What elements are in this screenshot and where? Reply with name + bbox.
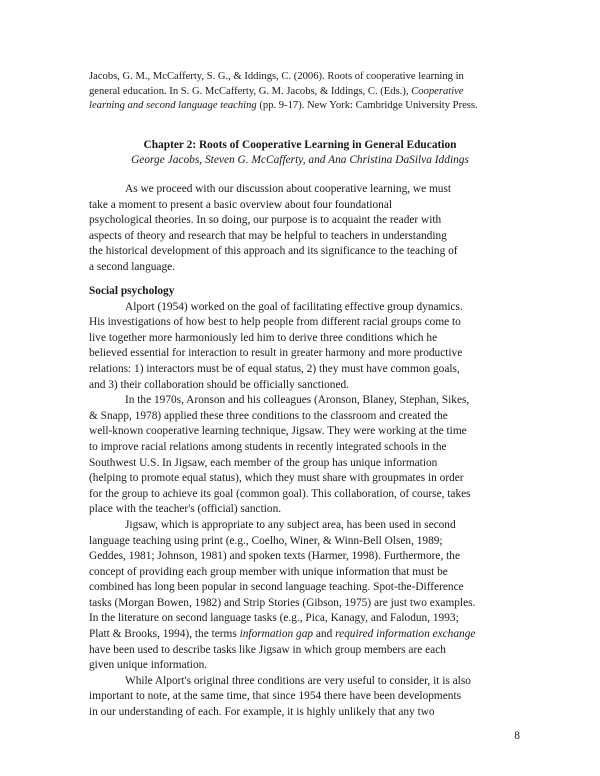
paragraph-line: language teaching using print (e.g., Coelho, Winer, & Winn-Bell Olsen, 1989;	[89, 534, 443, 547]
citation-line	[89, 99, 519, 114]
citation-text: (pp. 9-17). New York: Cambridge University Press.	[256, 100, 478, 112]
paragraph-line: Geddes, 1981; Johnson, 1981) and spoken texts (Harmer, 1998). Furthermore, the	[89, 550, 460, 563]
paragraph-line: relations: 1) interactors must be of equal status, 2) they must have common goals,	[89, 362, 460, 375]
paragraph-line: Alport (1954) worked on the goal of facilitating effective group dynamics.	[125, 300, 463, 313]
section-social-psychology	[89, 284, 521, 721]
term-italic: required information exchange	[335, 628, 476, 641]
chapter-authors: George Jacobs, Steven G. McCafferty, and Ana Christina DaSilva Iddings	[131, 154, 469, 166]
paragraph-line: believed essential for interaction to result in greater harmony and more productive	[89, 347, 463, 360]
paragraph-line: for the group to achieve its goal (common goal). This collaboration, of course, takes	[89, 487, 471, 500]
paragraph	[89, 300, 521, 394]
section-heading: Social psychology	[89, 285, 175, 297]
paragraph-line: the historical development of this approach and its significance to the teaching of	[89, 245, 458, 258]
paragraph-line: & Snapp, 1978) applied these three conditions to the classroom and created the	[89, 409, 448, 422]
chapter-title: Chapter 2: Roots of Cooperative Learning in General Education	[143, 139, 457, 151]
citation-block	[89, 70, 519, 114]
paragraph-line: a second language.	[89, 260, 175, 273]
paragraph-line: take a moment to present a basic overview about four foundational	[89, 198, 393, 211]
paragraph-line: Jigsaw, which is appropriate to any subject area, has been used in second	[125, 518, 456, 531]
paragraph-line: and 3) their collaboration should be officially sanctioned.	[89, 378, 349, 391]
paragraph	[89, 674, 521, 721]
paragraph-line: As we proceed with our discussion about cooperative learning, we must	[125, 183, 452, 195]
paragraph-line: psychological theories. In so doing, our purpose is to acquaint the reader with	[89, 214, 442, 227]
paragraph-line: important to note, at the same time, that since 1954 there have been developments	[89, 690, 462, 703]
paragraph-line	[89, 627, 521, 643]
citation-book-title: learning and second language teaching	[89, 100, 257, 112]
citation-line	[89, 85, 519, 100]
paragraph	[89, 393, 521, 518]
paragraph-line: given unique information.	[89, 659, 208, 672]
term-italic: information gap	[239, 628, 314, 641]
paragraph-line: Southwest U.S. In Jigsaw, each member of the group has unique information	[89, 456, 438, 469]
paragraph-line: live together more harmoniously led him to derive three conditions which he	[89, 331, 438, 344]
paragraph-line: to improve racial relations among students in recently integrated schools in the	[89, 440, 447, 453]
paragraph-line: in our understanding of each. For example, it is highly unlikely that any two	[89, 706, 435, 719]
paragraph-line: place with the teacher's (official) sanction.	[89, 503, 282, 516]
paragraph-line: well-known cooperative learning technique, Jigsaw. They were working at the time	[89, 425, 467, 438]
paragraph	[89, 518, 521, 674]
paragraph-line: While Alport's original three conditions are very useful to consider, it is also	[125, 674, 471, 687]
citation-line: Jacobs, G. M., McCafferty, S. G., & Iddings, C. (2006). Roots of cooperative learning in	[89, 71, 464, 82]
text-run: Platt & Brooks, 1994), the terms	[89, 628, 240, 641]
paragraph-line: His investigations of how best to help people from different racial groups come to	[89, 316, 461, 329]
paragraph-line: have been used to describe tasks like Jigsaw in which group members are each	[89, 643, 446, 656]
paragraph-line: combined has long been popular in second language teaching. Spot-the-Difference	[89, 581, 464, 594]
page-number: 8	[514, 730, 520, 742]
paragraph-line: (helping to promote equal status), which they must share with groupmates in order	[89, 472, 464, 485]
paragraph-line: In the 1970s, Aronson and his colleagues (Aronson, Blaney, Stephan, Sikes,	[125, 394, 470, 407]
text-run: and	[313, 628, 336, 641]
paragraph-line: concept of providing each group member with unique information that must be	[89, 565, 448, 578]
paragraph-line: tasks (Morgan Bowen, 1982) and Strip Stories (Gibson, 1975) are just two examples.	[89, 596, 476, 609]
paragraph-line: In the literature on second language tasks (e.g., Pica, Kanagy, and Falodun, 1993;	[89, 612, 459, 625]
paragraph-line: aspects of theory and research that may be helpful to teachers in understanding	[89, 229, 447, 242]
citation-book-title: Cooperative	[411, 85, 464, 97]
intro-paragraph	[89, 182, 521, 276]
citation-text: general education. In S. G. McCafferty, G. M. Jacobs, & Iddings, C. (Eds.),	[89, 85, 412, 97]
